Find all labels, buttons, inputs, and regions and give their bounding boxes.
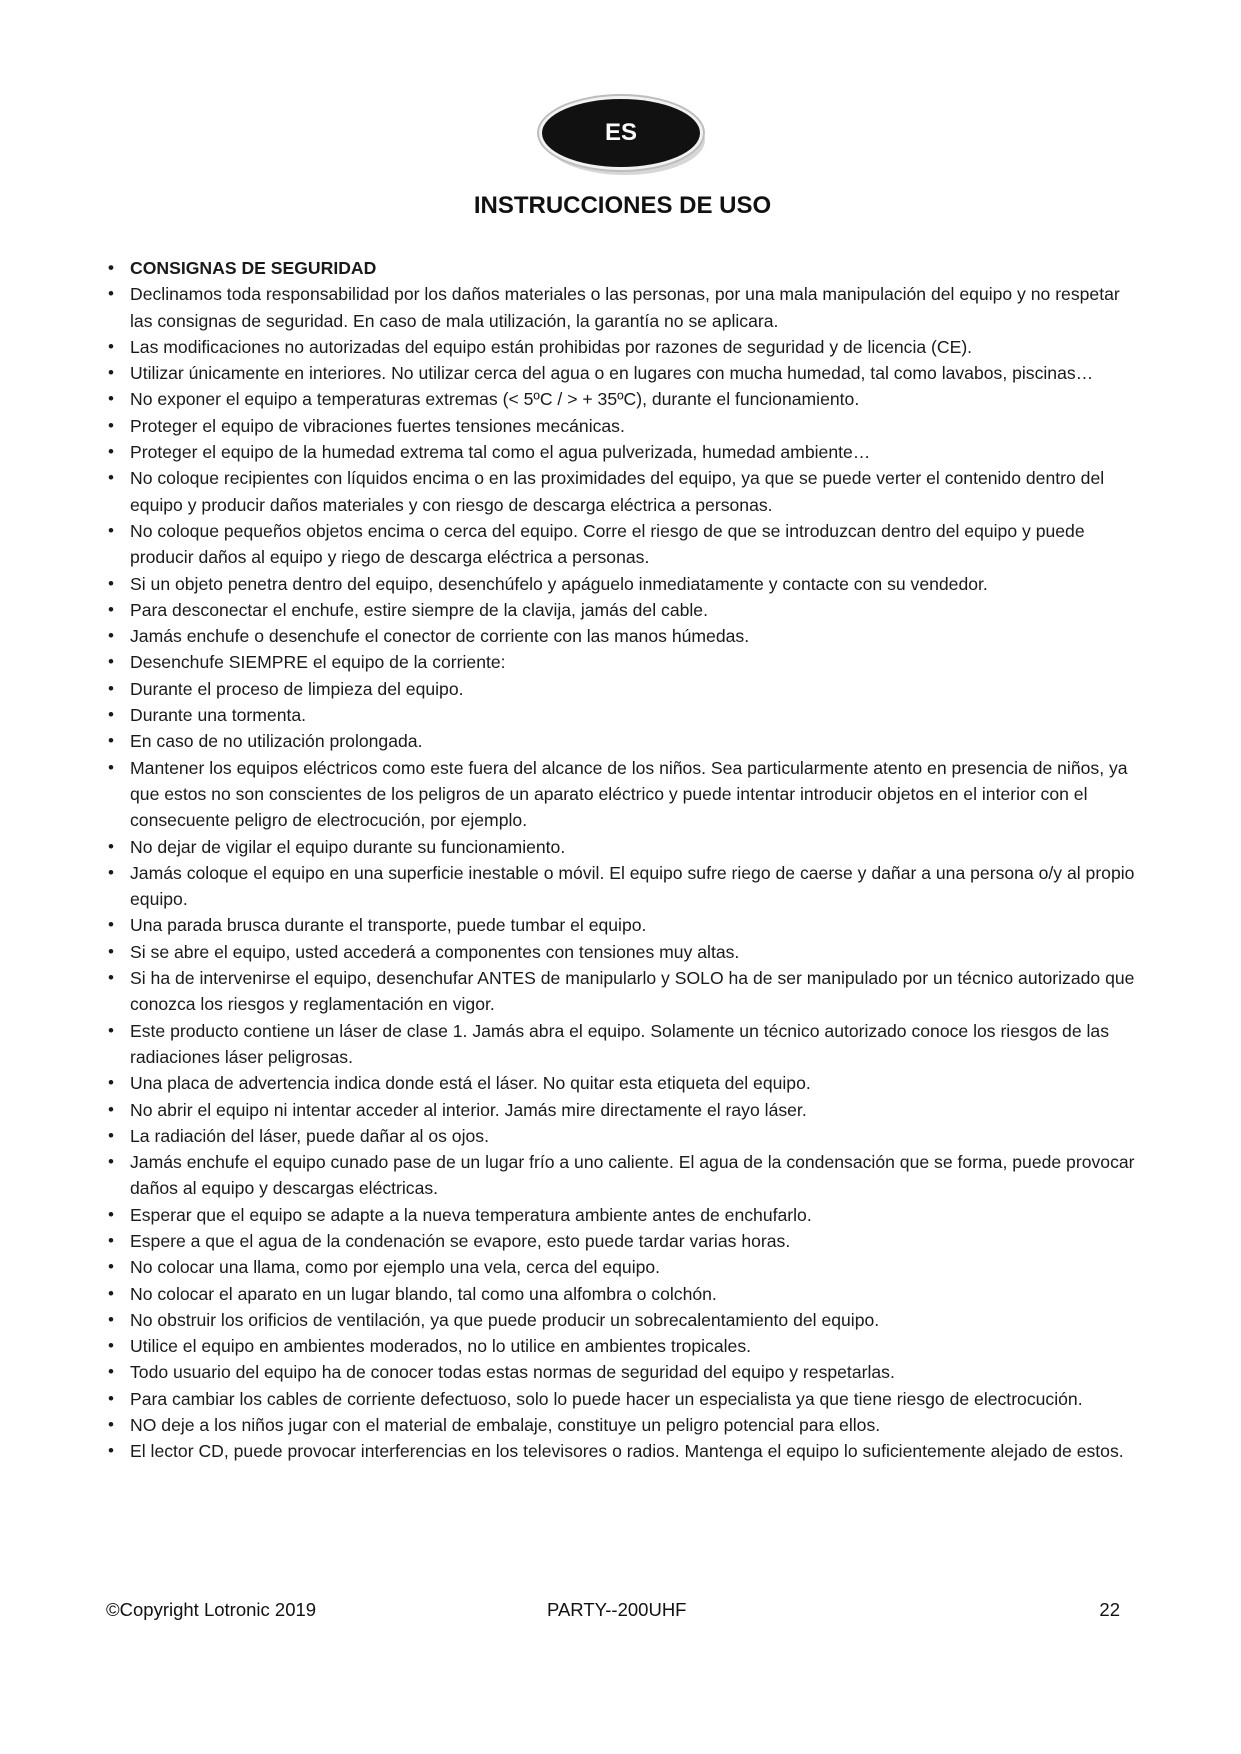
footer-model: PARTY--200UHF: [547, 1599, 687, 1620]
list-item: • No coloque recipientes con líquidos encima o en las proximidades del equipo, ya que se puede verter el contenido dentro del equipo y producir daños materiales y con riesgo de descarga eléctrica a personas.: [106, 465, 1146, 518]
list-item: • No exponer el equipo a temperaturas extremas (< 5ºC / > + 35ºC), durante el funcionamiento.: [106, 386, 1146, 412]
list-item: • Todo usuario del equipo ha de conocer todas estas normas de seguridad del equipo y respetarlas.: [106, 1359, 1146, 1385]
list-item: • No coloque pequeños objetos encima o cerca del equipo. Corre el riesgo de que se introduzcan dentro del equipo y puede producir daños al equipo y riego de descarga eléctrica a personas.: [106, 518, 1146, 571]
list-item: • Si se abre el equipo, usted accederá a componentes con tensiones muy altas.: [106, 939, 1146, 965]
list-item: • El lector CD, puede provocar interferencias en los televisores o radios. Mantenga el equipo lo suficientemente alejado de estos.: [106, 1438, 1146, 1464]
list-item: • Jamás enchufe el equipo cunado pase de un lugar frío a uno caliente. El agua de la condensación que se forma, puede provocar daños al equipo y descargas eléctricas.: [106, 1149, 1146, 1202]
list-item: • Si ha de intervenirse el equipo, desenchufar ANTES de manipularlo y SOLO ha de ser manipulado por un técnico autorizado que conozca los riesgos y reglamentación en vigor.: [106, 965, 1146, 1018]
list-item: • La radiación del láser, puede dañar al os ojos.: [106, 1123, 1146, 1149]
list-item: • NO deje a los niños jugar con el material de embalaje, constituye un peligro potencial para ellos.: [106, 1412, 1146, 1438]
list-item: • Espere a que el agua de la condenación se evapore, esto puede tardar varias horas.: [106, 1228, 1146, 1254]
list-item: • Este producto contiene un láser de clase 1. Jamás abra el equipo. Solamente un técnico autorizado conoce los riesgos de las radiaciones láser peligrosas.: [106, 1018, 1146, 1071]
list-item: • Si un objeto penetra dentro del equipo, desenchúfelo y apáguelo inmediatamente y contacte con su vendedor.: [106, 571, 1146, 597]
language-badge: [539, 96, 709, 178]
list-item: • Una parada brusca durante el transporte, puede tumbar el equipo.: [106, 912, 1146, 938]
list-item: • No colocar una llama, como por ejemplo una vela, cerca del equipo.: [106, 1254, 1146, 1280]
section-heading: • CONSIGNAS DE SEGURIDAD: [106, 255, 1146, 281]
list-item: • Utilice el equipo en ambientes moderados, no lo utilice en ambientes tropicales.: [106, 1333, 1146, 1359]
page-title: INSTRUCCIONES DE USO: [473, 192, 772, 219]
list-item: • No colocar el aparato en un lugar blando, tal como una alfombra o colchón.: [106, 1281, 1146, 1307]
footer-copyright: ©Copyright Lotronic 2019: [106, 1599, 317, 1620]
list-item: • Desenchufe SIEMPRE el equipo de la corriente:: [106, 649, 1146, 675]
list-item: • Proteger el equipo de vibraciones fuertes tensiones mecánicas.: [106, 413, 1146, 439]
list-item: • Para desconectar el enchufe, estire siempre de la clavija, jamás del cable.: [106, 597, 1146, 623]
list-item: • Declinamos toda responsabilidad por los daños materiales o las personas, por una mala manipulación del equipo y no respetar las consignas de seguridad. En caso de mala utilización, la garantía no se aplicara.: [106, 281, 1146, 334]
list-item: • Durante el proceso de limpieza del equipo.: [106, 676, 1146, 702]
list-item: • Para cambiar los cables de corriente defectuoso, solo lo puede hacer un especialista ya que tiene riesgo de electrocución.: [106, 1386, 1146, 1412]
page-footer: [0, 1599, 1241, 1629]
list-item: • Una placa de advertencia indica donde está el láser. No quitar esta etiqueta del equipo.: [106, 1070, 1146, 1096]
list-item: • Esperar que el equipo se adapte a la nueva temperatura ambiente antes de enchufarlo.: [106, 1202, 1146, 1228]
list-item: • Proteger el equipo de la humedad extrema tal como el agua pulverizada, humedad ambiente…: [106, 439, 1146, 465]
safety-instructions-list: [106, 255, 1146, 1465]
list-item: • Jamás coloque el equipo en una superficie inestable o móvil. El equipo sufre riego de caerse y dañar a una persona o/y al propio equipo.: [106, 860, 1146, 913]
footer-page-number: 22: [1099, 1599, 1120, 1620]
list-item: • Mantener los equipos eléctricos como este fuera del alcance de los niños. Sea particularmente atento en presencia de niños, ya que estos no son conscientes de los peligros de un aparato eléctrico y puede intentar introducir objetos en el interior con el consecuente peligro de electrocución, por ejemplo.: [106, 755, 1146, 834]
language-badge-label: ES: [539, 96, 703, 170]
list-item: • Las modificaciones no autorizadas del equipo están prohibidas por razones de seguridad y de licencia (CE).: [106, 334, 1146, 360]
list-item: • No abrir el equipo ni intentar acceder al interior. Jamás mire directamente el rayo láser.: [106, 1097, 1146, 1123]
list-item: • No dejar de vigilar el equipo durante su funcionamiento.: [106, 834, 1146, 860]
list-item: • No obstruir los orificios de ventilación, ya que puede producir un sobrecalentamiento del equipo.: [106, 1307, 1146, 1333]
list-item: • Durante una tormenta.: [106, 702, 1146, 728]
list-item: • Utilizar únicamente en interiores. No utilizar cerca del agua o en lugares con mucha humedad, tal como lavabos, piscinas…: [106, 360, 1146, 386]
list-item: • En caso de no utilización prolongada.: [106, 728, 1146, 754]
list-item: • Jamás enchufe o desenchufe el conector de corriente con las manos húmedas.: [106, 623, 1146, 649]
